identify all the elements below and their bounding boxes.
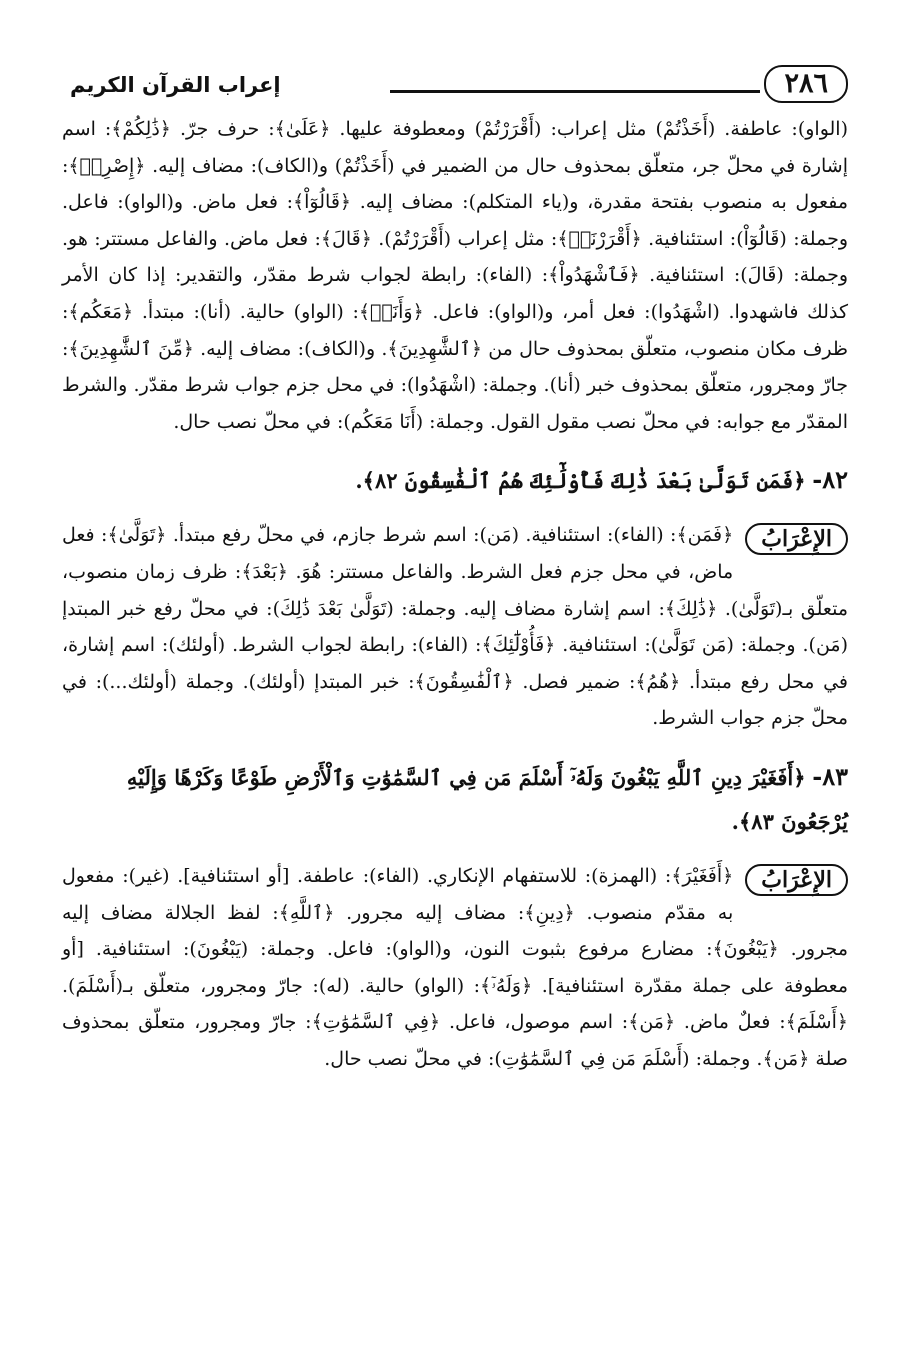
verse-line — [62, 755, 848, 844]
page-header — [62, 55, 848, 111]
irab-block — [62, 858, 848, 1078]
irab-block — [62, 517, 848, 737]
irab-analysis: ﴿أَفَغَيْرَ﴾: (الهمزة): للاستفهام الإنكاري. (الفاء): عاطفة. [أو استئنافية]. (غير): مفعول به مقدّم منصوب. ﴿دِينِ﴾: مضاف إليه مجرور. ﴿ٱللَّهِ﴾: لفظ الجلالة مضاف إليه مجرور. ﴿يَبْغُونَ﴾: مضارع مرفوع بثبوت النون، و(الواو): فاعل. وجملة: (يَبْغُونَ): استئنافية. [أو معطوفة على جملة مقدّرة استئنافية]. ﴿وَلَهُۥٓ﴾: (الواو) حالية. (له): جارّ ومجرور، متعلّق بـ(أَسْلَمَ). ﴿أَسْلَمَ﴾: فعلٌ ماض. ﴿مَن﴾: اسم موصول، فاعل. ﴿فِي ٱلسَّمَٰوَٰتِ﴾: جارّ ومجرور، متعلّق بمحذوف صلة ﴿مَن﴾. وجملة: (أَسْلَمَ مَن فِي ٱلسَّمَٰوَٰتِ): في محلّ نصب حال. — [62, 864, 848, 1070]
verse-number: ٨٢- — [812, 465, 848, 495]
verse-text: ﴿فَمَن تَوَلَّىٰ بَعْدَ ذَٰلِكَ فَأُوْلَٰٓئِكَ هُمُ ٱلْفَٰسِقُونَ ٨٢﴾. — [355, 468, 806, 494]
header-rule — [390, 90, 760, 93]
verse-section-83 — [62, 755, 848, 1078]
continuation-paragraph: (الواو): عاطفة. (أَخَذْتُمْ) مثل إعراب: (أَقْرَرْتُمْ) ومعطوفة عليها. ﴿عَلَىٰ﴾: حرف جرّ. ﴿ذَٰلِكُمْ﴾: اسم إشارة في محلّ جر، متعلّق بمحذوف حال من الضمير في (أَخَذْتُمْ) و(الكاف): مضاف إليه. ﴿إِصْرِيۖ﴾: مفعول به منصوب بفتحة مقدرة، و(ياء المتكلم): مضاف إليه. ﴿قَالُوٓاْ﴾: فعل ماض. و(الواو): فاعل. وجملة: (قَالُوٓاْ): استئنافية. ﴿أَقْرَرْنَاۚ﴾: مثل إعراب (أَقْرَرْتُمْ). ﴿قَالَ﴾: فعل ماض. والفاعل مستتر: هو. وجملة: (قَالَ): استئنافية. ﴿فَٱشْهَدُواْ﴾: (الفاء): رابطة لجواب شرط مقدّر، والتقدير: إذا كان الأمر كذلك فاشهدوا. (اشْهَدُوا): فعل أمر، و(الواو): فاعل. ﴿وَأَنَا۠﴾: (الواو) حالية. (أنا): مبتدأ. ﴿مَعَكُم﴾: ظرف مكان منصوب، متعلّق بمحذوف حال من ﴿ٱلشَّٰهِدِينَ﴾. و(الكاف): مضاف إليه. ﴿مِّنَ ٱلشَّٰهِدِينَ﴾: جارّ ومجرور، متعلّق بمحذوف خبر (أنا). وجملة: (اشْهَدُوا): في محل جزم جواب شرط مقدّر. والشرط المقدّر مع جوابه: في محلّ نصب مقول القول. وجملة: (أَنَا مَعَكُم): في محلّ نصب حال. — [62, 118, 848, 433]
irab-badge: الإِعْرَابُ — [745, 864, 848, 896]
page-content — [62, 55, 848, 1077]
page-number: ٢٨٦ — [764, 65, 848, 103]
verse-section-82 — [62, 458, 848, 737]
verse-text: ﴿أَفَغَيْرَ دِينِ ٱللَّهِ يَبْغُونَ وَلَهُۥٓ أَسْلَمَ مَن فِي ٱلسَّمَٰوَٰتِ وَٱلْأَرْضِ طَوْعًا وَكَرْهًا وَإِلَيْهِ يُرْجَعُونَ ٨٣﴾. — [126, 764, 848, 834]
book-title: إعراب القرآن الكريم — [70, 73, 281, 97]
verse-number: ٨٣- — [812, 761, 848, 791]
irab-badge: الإِعْرَابُ — [745, 523, 848, 555]
irab-analysis: ﴿فَمَن﴾: (الفاء): استئنافية. (مَن): اسم شرط جازم، في محلّ رفع مبتدأ. ﴿تَوَلَّىٰ﴾: فعل ماض، في محل جزم فعل الشرط. والفاعل مستتر: هُوَ. ﴿بَعْدَ﴾: ظرف زمان منصوب، متعلّق بـ(تَوَلَّىٰ). ﴿ذَٰلِكَ﴾: اسم إشارة مضاف إليه. وجملة: (تَوَلَّىٰ بَعْدَ ذَٰلِكَ): في محلّ رفع خبر المبتدإ (مَن). وجملة: (مَن تَوَلَّىٰ): استئنافية. ﴿فَأُوْلَٰٓئِكَ﴾: (الفاء): رابطة لجواب الشرط. (أولئك): اسم إشارة، في محل رفع مبتدأ. ﴿هُمُ﴾: ضمير فصل. ﴿ٱلْفَٰسِقُونَ﴾: خبر المبتدإ (أولئك). وجملة (أولئك...): في محلّ جزم جواب الشرط. — [62, 524, 848, 730]
verse-line — [62, 458, 848, 503]
